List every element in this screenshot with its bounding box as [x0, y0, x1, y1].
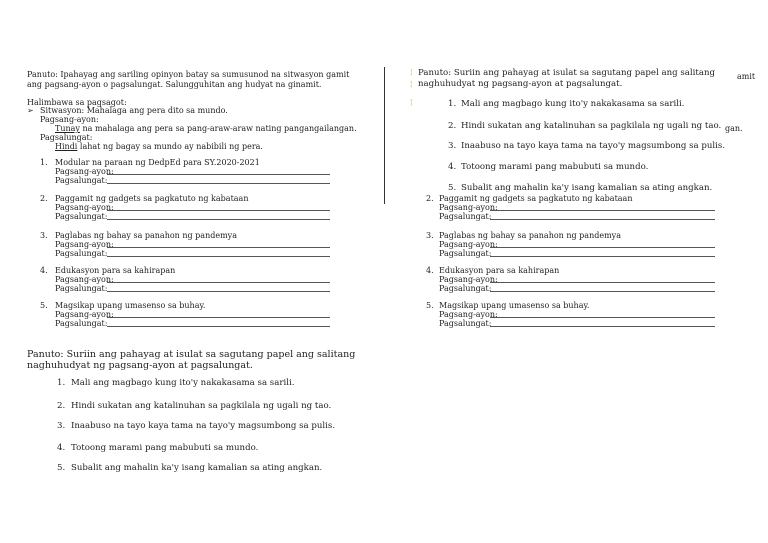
scan-mark: ¦ — [410, 98, 413, 106]
right-item-2-text: Hindi sukatan ang katalinuhan sa pagkilala ng ugali ng tao. — [461, 121, 722, 131]
left-item-3-disagree-answer-line[interactable] — [107, 256, 330, 257]
right-b-item-2-text: Paggamit ng gadgets sa pagkatuto ng kabataan — [439, 194, 633, 203]
left-item-2-disagree-answer-line[interactable] — [107, 219, 330, 220]
right-b-item-4-disagree-label: Pagsalungat: — [439, 284, 492, 293]
left-item-5-disagree-answer-line[interactable] — [107, 326, 330, 327]
right-b-item-3-number: 3. — [426, 231, 434, 240]
left-item-4-disagree-label: Pagsalungat: — [55, 284, 108, 293]
right-b-item-4-agree-label: Pagsang-ayon: — [439, 275, 498, 284]
left-item-2-agree-answer-line[interactable] — [107, 210, 330, 211]
example-title: Halimbawa sa pagsagot: — [27, 98, 127, 107]
left-item-1-number: 1. — [40, 158, 48, 167]
right-instruction-line-2: naghuhudyat ng pagsang-ayon at pagsalungat. — [418, 79, 623, 89]
left-item-4-disagree-answer-line[interactable] — [107, 291, 330, 292]
disagree-marker-word: Hindi — [55, 142, 78, 151]
bottom-item-4-number: 4. — [57, 443, 66, 453]
right-item-4-text: Totoong marami pang mabubuti sa mundo. — [461, 162, 649, 172]
right-b-item-4-text: Edukasyon para sa kahirapan — [439, 266, 560, 275]
right-b-item-3-disagree-label: Pagsalungat: — [439, 249, 492, 258]
left-item-5-number: 5. — [40, 301, 48, 310]
right-b-item-3-agree-answer-line[interactable] — [490, 247, 715, 248]
cut-off-text: amit — [737, 72, 756, 81]
left-item-4-text: Edukasyon para sa kahirapan — [55, 266, 176, 275]
arrow-bullet-icon: ➢ — [27, 106, 34, 115]
right-b-item-5-agree-label: Pagsang-ayon: — [439, 310, 498, 319]
right-b-item-2-agree-label: Pagsang-ayon: — [439, 203, 498, 212]
column-divider — [384, 67, 385, 204]
bottom-item-1-text: Mali ang magbago kung ito'y nakakasama sa sarili. — [71, 378, 295, 388]
right-b-item-4-disagree-answer-line[interactable] — [490, 291, 715, 292]
left-item-2-disagree-label: Pagsalungat: — [55, 212, 108, 221]
right-b-item-5-agree-answer-line[interactable] — [490, 317, 715, 318]
right-b-item-4-agree-answer-line[interactable] — [490, 282, 715, 283]
right-b-item-2-disagree-label: Pagsalungat: — [439, 212, 492, 221]
right-item-1-text: Mali ang magbago kung ito'y nakakasama sa sarili. — [461, 99, 685, 109]
bottom-item-3-number: 3. — [57, 421, 66, 431]
example-situation: Sitwasyon: Mahalaga ang pera dito sa mundo. — [40, 106, 228, 115]
right-b-item-2-number: 2. — [426, 194, 434, 203]
bottom-item-5-number: 5. — [57, 463, 66, 473]
left-item-3-agree-label: Pagsang-ayon: — [55, 240, 114, 249]
left-item-1-disagree-label: Pagsalungat: — [55, 176, 108, 185]
right-b-item-5-text: Magsikap upang umasenso sa buhay. — [439, 301, 590, 310]
left-item-3-text: Paglabas ng bahay sa panahon ng pandemya — [55, 231, 237, 240]
left-item-1-agree-answer-line[interactable] — [107, 174, 330, 175]
left-item-5-agree-answer-line[interactable] — [107, 317, 330, 318]
right-item-3-text: Inaabuso na tayo kaya tama na tayo'y magsumbong sa pulis. — [461, 141, 726, 151]
disagree-sentence-rest: lahat ng bagay sa mundo ay nabibili ng pera. — [77, 142, 263, 151]
right-b-item-5-disagree-label: Pagsalungat: — [439, 319, 492, 328]
bottom-instruction-line-1: Panuto: Suriin ang pahayag at isulat sa sagutang papel ang salitang — [27, 349, 356, 360]
right-instruction-line-1: Panuto: Suriin ang pahayag at isulat sa sagutang papel ang salitang — [418, 68, 715, 78]
right-item-5-number: 5. — [448, 183, 457, 193]
left-item-3-agree-answer-line[interactable] — [107, 247, 330, 248]
bottom-item-5-text: Subalit ang mahalin ka'y isang kamalian sa ating angkan. — [71, 463, 323, 473]
left-item-1-disagree-answer-line[interactable] — [107, 183, 330, 184]
right-item-5-text: Subalit ang mahalin ka'y isang kamalian sa ating angkan. — [461, 183, 713, 193]
right-item-1-number: 1. — [448, 99, 457, 109]
left-item-4-agree-answer-line[interactable] — [107, 282, 330, 283]
left-instruction-line-2: ang pagsang-ayon o pagsalungat. Salungguhitan ang hudyat na ginamit. — [27, 80, 322, 89]
cut-off-text: gan. — [725, 124, 743, 133]
right-b-item-3-disagree-answer-line[interactable] — [490, 256, 715, 257]
right-b-item-2-agree-answer-line[interactable] — [490, 210, 715, 211]
right-b-item-2-disagree-answer-line[interactable] — [490, 219, 715, 220]
right-b-item-4-number: 4. — [426, 266, 434, 275]
left-item-3-disagree-label: Pagsalungat: — [55, 249, 108, 258]
example-agree-label: Pagsang-ayon: — [40, 115, 99, 124]
agree-marker-word: Tunay — [55, 124, 80, 133]
left-item-4-number: 4. — [40, 266, 48, 275]
bottom-item-1-number: 1. — [57, 378, 66, 388]
example-disagree-label: Pagsalungat: — [40, 133, 93, 142]
left-item-1-text: Modular na paraan ng DedpEd para SY.2020-2021 — [55, 158, 260, 167]
left-item-4-agree-label: Pagsang-ayon: — [55, 275, 114, 284]
left-item-1-agree-label: Pagsang-ayon: — [55, 167, 114, 176]
scan-mark: ¦ — [410, 80, 413, 88]
right-item-4-number: 4. — [448, 162, 457, 172]
example-agree-sentence — [55, 124, 357, 133]
bottom-instruction-line-2: naghuhudyat ng pagsang-ayon at pagsalungat. — [27, 360, 253, 371]
agree-sentence-rest: na mahalaga ang pera sa pang-araw-araw nating pangangailangan. — [79, 124, 357, 133]
left-item-2-text: Paggamit ng gadgets sa pagkatuto ng kabataan — [55, 194, 249, 203]
left-item-2-agree-label: Pagsang-ayon: — [55, 203, 114, 212]
left-item-3-number: 3. — [40, 231, 48, 240]
left-item-5-disagree-label: Pagsalungat: — [55, 319, 108, 328]
right-b-item-5-disagree-answer-line[interactable] — [490, 326, 715, 327]
right-b-item-3-agree-label: Pagsang-ayon: — [439, 240, 498, 249]
scan-mark: ¦ — [410, 68, 413, 76]
bottom-item-4-text: Totoong marami pang mabubuti sa mundo. — [71, 443, 259, 453]
bottom-item-3-text: Inaabuso na tayo kaya tama na tayo'y magsumbong sa pulis. — [71, 421, 336, 431]
left-item-5-agree-label: Pagsang-ayon: — [55, 310, 114, 319]
bottom-item-2-text: Hindi sukatan ang katalinuhan sa pagkilala ng ugali ng tao. — [71, 401, 332, 411]
example-disagree-sentence — [55, 142, 263, 151]
left-item-5-text: Magsikap upang umasenso sa buhay. — [55, 301, 206, 310]
right-item-3-number: 3. — [448, 141, 457, 151]
left-item-2-number: 2. — [40, 194, 48, 203]
left-instruction-line-1: Panuto: Ipahayag ang sariling opinyon batay sa sumusunod na sitwasyon gamit — [27, 70, 350, 79]
right-item-2-number: 2. — [448, 121, 457, 131]
right-b-item-3-text: Paglabas ng bahay sa panahon ng pandemya — [439, 231, 621, 240]
right-b-item-5-number: 5. — [426, 301, 434, 310]
bottom-item-2-number: 2. — [57, 401, 66, 411]
